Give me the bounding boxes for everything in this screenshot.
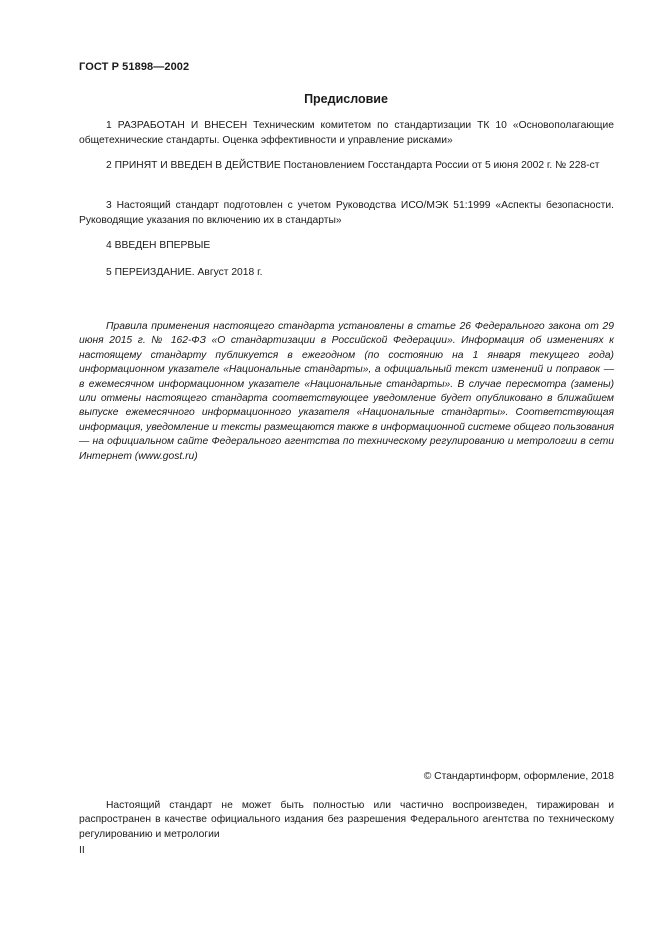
reproduction-notice: Настоящий стандарт не может быть полностью или частично воспроизведен, тиражирован и распространен в качестве официального издания без разрешения Федерального агентства по техническому регулированию и метрологии bbox=[79, 800, 614, 840]
page-number: II bbox=[79, 845, 85, 856]
copyright-line: © Стандартинформ, оформление, 2018 bbox=[423, 771, 614, 782]
document-id: ГОСТ Р 51898—2002 bbox=[79, 61, 190, 73]
foreword-item-4: 4 ВВЕДЕН ВПЕРВЫЕ bbox=[106, 240, 211, 251]
foreword-item-2: 2 ПРИНЯТ И ВВЕДЕН В ДЕЙСТВИЕ Постановлением Госстандарта России от 5 июня 2002 г. № 228-ст bbox=[106, 160, 600, 171]
page-title: Предисловие bbox=[304, 92, 388, 106]
foreword-item-1: 1 РАЗРАБОТАН И ВНЕСЕН Техническим комитетом по стандартизации ТК 10 «Основополагающие общетехнические стандарты. Оценка эффективности и управление рисками» bbox=[79, 120, 614, 146]
foreword-item-5: 5 ПЕРЕИЗДАНИЕ. Август 2018 г. bbox=[106, 267, 263, 278]
foreword-item-3: 3 Настоящий стандарт подготовлен с учетом Руководства ИСО/МЭК 51:1999 «Аспекты безопасности. Руководящие указания по включению их в стандарты» bbox=[79, 200, 614, 226]
application-rules-notice: Правила применения настоящего стандарта установлены в статье 26 Федерального закона от 29 июня 2015 г. № 162-ФЗ «О стандартизации в Российской Федерации». Информация об изменениях к настоящему стандарту публикуется в ежегодном (по состоянию на 1 января текущего года) информационном указателе «Национальные стандарты», а официальный текст изменений и поправок — в ежемесячном информационном указателе «Национальные стандарты». В случае пересмотра (замены) или отмены настоящего стандарта соответствующее уведомление будет опубликовано в ближайшем выпуске ежемесячного информационного указателя «Национальные стандарты». Соответствующая информация, уведомление и тексты размещаются также в информационной системе общего пользования — на официальном сайте Федерального агентства по техническому регулированию и метрологии в сети Интернет (www.gost.ru) bbox=[79, 321, 614, 462]
